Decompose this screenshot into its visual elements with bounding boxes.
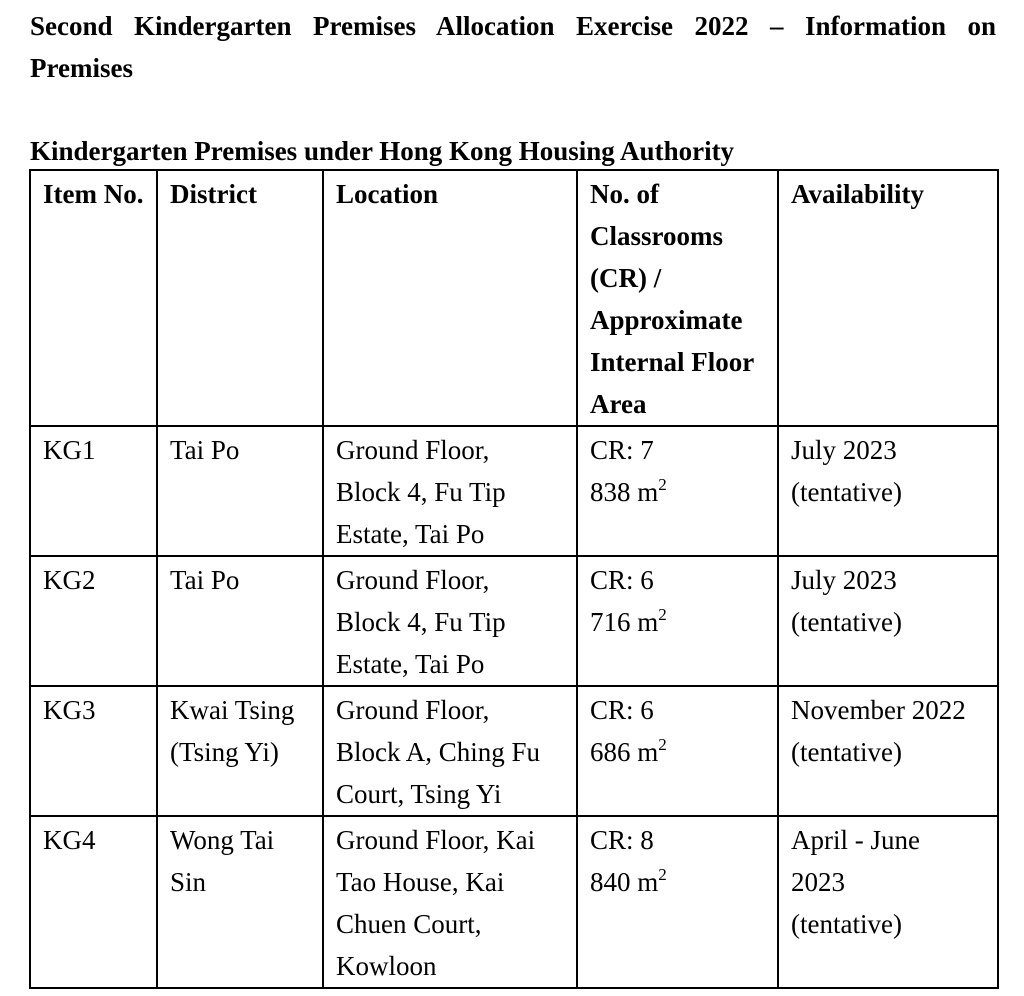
cell-district: Kwai Tsing (Tsing Yi) (157, 686, 323, 816)
cell-availability: July 2023 (tentative) (778, 556, 998, 686)
area-value: 838 (590, 477, 631, 507)
cell-classrooms-area (577, 686, 778, 816)
cell-location: Ground Floor, Block 4, Fu Tip Estate, Tai Po (323, 556, 577, 686)
document-title: Second Kindergarten Premises Allocation Exercise 2022 – Information on Premises (30, 11, 996, 83)
cell-item-no: KG3 (30, 686, 157, 816)
cell-location: Ground Floor, Kai Tao House, Kai Chuen Court, Kowloon (323, 816, 577, 988)
cell-location: Ground Floor, Block A, Ching Fu Court, Tsing Yi (323, 686, 577, 816)
area-unit: m (637, 867, 659, 897)
area-value: 686 (590, 737, 631, 767)
floor-area (590, 861, 769, 903)
cell-classrooms-area (577, 816, 778, 988)
table-row (30, 426, 998, 556)
area-unit: m (637, 737, 659, 767)
cell-location: Ground Floor, Block 4, Fu Tip Estate, Tai Po (323, 426, 577, 556)
cell-classrooms-area (577, 556, 778, 686)
cell-district: Tai Po (157, 556, 323, 686)
table-header-row (30, 170, 998, 426)
table-caption: Kindergarten Premises under Hong Kong Housing Authority (30, 136, 735, 166)
cell-availability: July 2023 (tentative) (778, 426, 998, 556)
table-row (30, 556, 998, 686)
cell-availability: November 2022 (tentative) (778, 686, 998, 816)
area-unit-power: 2 (658, 475, 667, 494)
header-availability: Availability (778, 170, 998, 426)
header-district: District (157, 170, 323, 426)
classrooms-count: CR: 6 (590, 565, 654, 595)
premises-table (29, 169, 999, 989)
floor-area (590, 471, 769, 513)
area-unit: m (637, 477, 659, 507)
area-unit: m (637, 607, 659, 637)
area-value: 716 (590, 607, 631, 637)
header-location: Location (323, 170, 577, 426)
classrooms-count: CR: 8 (590, 825, 654, 855)
area-value: 840 (590, 867, 631, 897)
classrooms-count: CR: 6 (590, 695, 654, 725)
cell-district: Wong Tai Sin (157, 816, 323, 988)
cell-classrooms-area (577, 426, 778, 556)
cell-item-no: KG1 (30, 426, 157, 556)
table-row (30, 816, 998, 988)
cell-availability: April - June 2023 (tentative) (778, 816, 998, 988)
cell-district: Tai Po (157, 426, 323, 556)
area-unit-power: 2 (658, 865, 667, 884)
cell-item-no: KG4 (30, 816, 157, 988)
header-classrooms-area: No. of Classrooms (CR) / Approximate Internal Floor Area (577, 170, 778, 426)
area-unit-power: 2 (658, 605, 667, 624)
header-item-no: Item No. (30, 170, 157, 426)
floor-area (590, 731, 769, 773)
floor-area (590, 601, 769, 643)
classrooms-count: CR: 7 (590, 435, 654, 465)
area-unit-power: 2 (658, 735, 667, 754)
cell-item-no: KG2 (30, 556, 157, 686)
table-row (30, 686, 998, 816)
